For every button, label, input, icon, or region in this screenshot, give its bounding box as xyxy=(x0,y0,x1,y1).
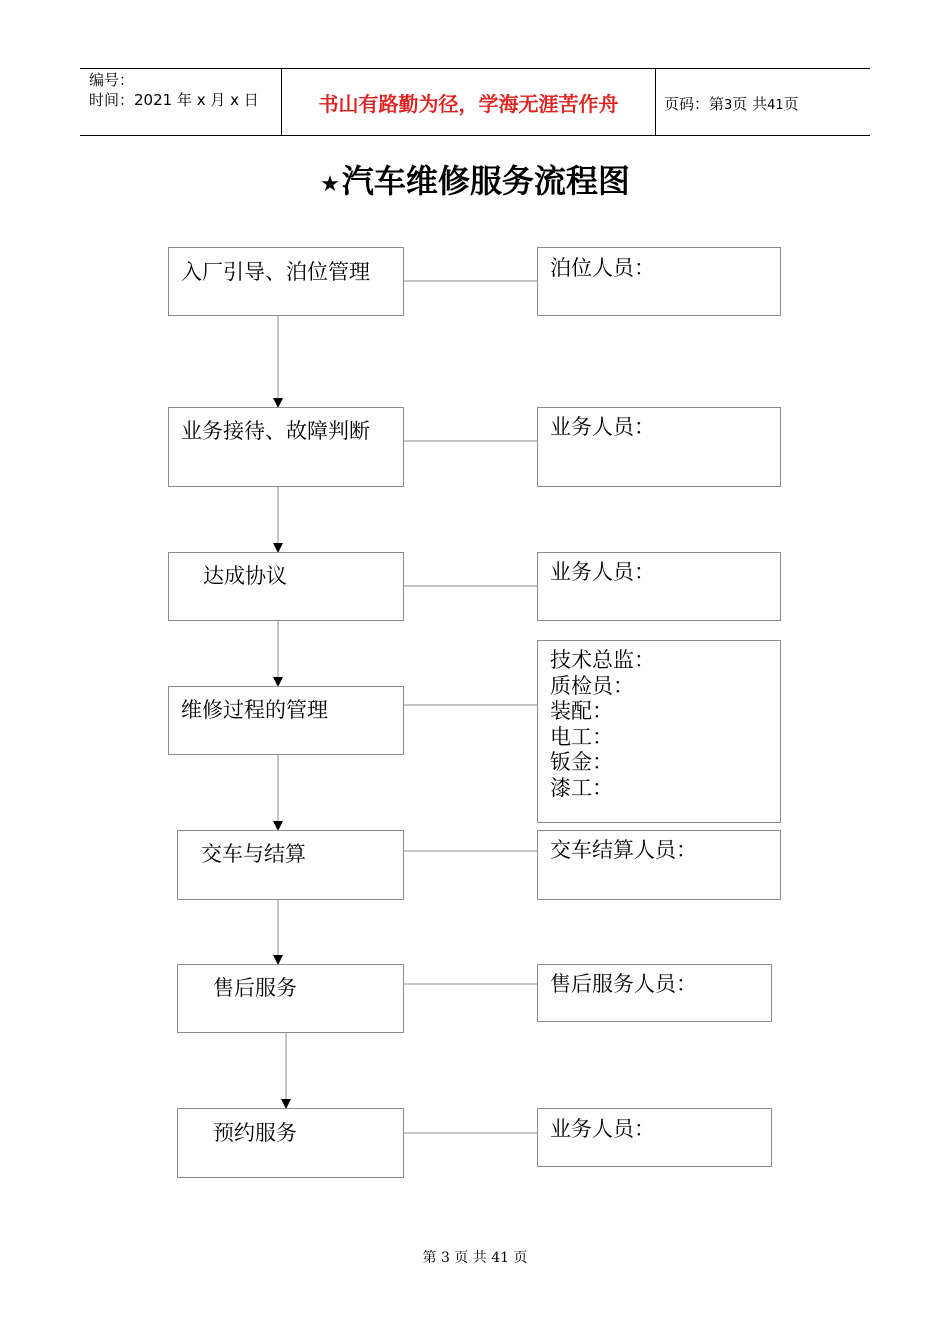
step-label-3: 达成协议 xyxy=(203,564,287,588)
role-label-5: 交车结算人员： xyxy=(550,838,697,862)
role-label-2: 业务人员： xyxy=(550,415,655,439)
step-label-7: 预约服务 xyxy=(213,1121,297,1145)
header-page-current: 3 xyxy=(724,98,733,113)
star-icon: ★ xyxy=(320,172,340,197)
page-title-text: 汽车维修服务流程图 xyxy=(341,162,630,200)
role-label-6: 售后服务人员： xyxy=(550,972,697,996)
header-page-total: 41 xyxy=(767,98,784,113)
role-label-7: 业务人员： xyxy=(550,1117,655,1141)
step-label-6: 售后服务 xyxy=(213,976,297,1000)
step-label-2: 业务接待、故障判断 xyxy=(181,419,370,443)
header-page-prefix: 页码：第 xyxy=(664,95,725,113)
step-label-1: 入厂引导、泊位管理 xyxy=(181,260,370,284)
role-label-1: 泊位人员： xyxy=(550,256,655,280)
role-label-4: 技术总监： 质检员： 装配： 电工： 钣金： 漆工： xyxy=(550,648,655,800)
step-label-5: 交车与结算 xyxy=(201,842,306,866)
header-time-label: 时间：2021 年 x 月 x 日 xyxy=(89,91,259,109)
step-label-4: 维修过程的管理 xyxy=(181,698,328,722)
role-label-3: 业务人员： xyxy=(550,560,655,584)
header-page-suffix: 页 xyxy=(783,95,799,113)
header-motto: 书山有路勤为径，学海无涯苦作舟 xyxy=(318,92,619,116)
header-number-label: 编号： xyxy=(89,71,135,89)
page-footer: 第 3 页 共 41 页 xyxy=(422,1250,528,1266)
header-page-middle: 页 共 xyxy=(732,95,768,113)
